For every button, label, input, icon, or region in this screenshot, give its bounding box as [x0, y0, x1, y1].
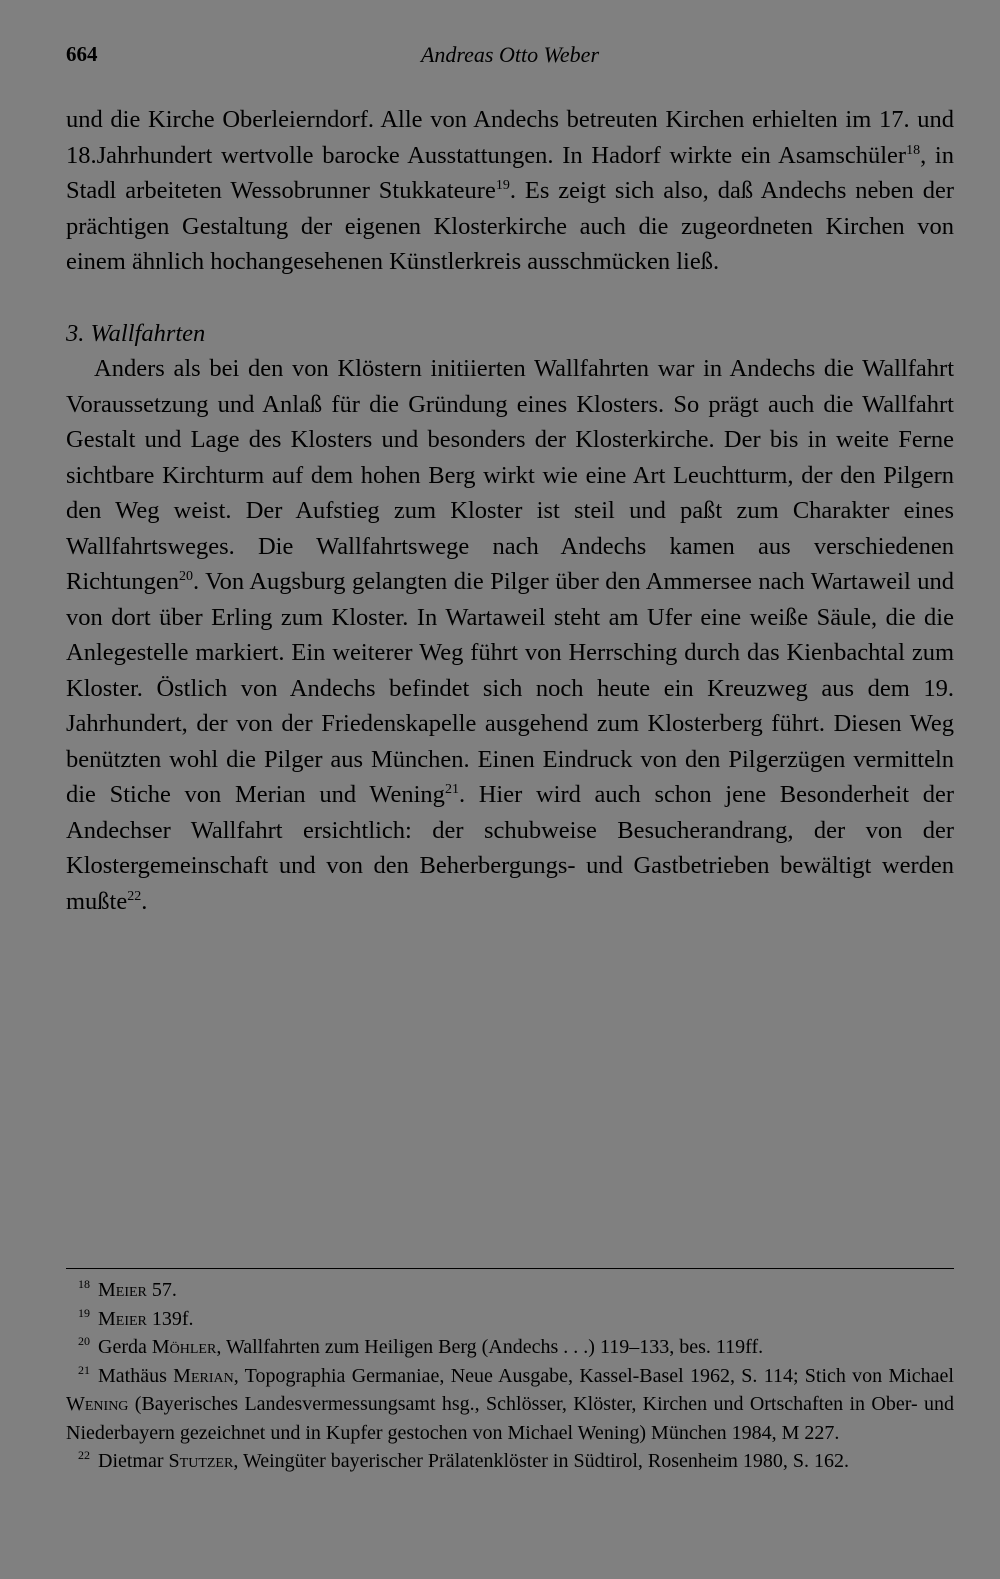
paragraph-wallfahrten: [66, 351, 954, 919]
footnote-number: 20: [78, 1334, 90, 1349]
footnote-divider: [66, 1268, 954, 1269]
footnote-18: [66, 1276, 954, 1305]
footnote-text: (Bayerisches Landesvermessungsamt hsg., Schlösser, Klöster, Kirchen und Ortschaften in Ober- und Niederbayern gezeichnet und in Kupfer gestochen von Michael Wening) München 1984, M 227.: [66, 1393, 954, 1444]
text-run: . Es zeigt sich also, daß Andechs neben der prächtigen Gestaltung der eigenen Klosterkirche auch die zugeordneten Kirchen von einem ähnlich hochangesehenen Künstlerkreis ausschmücken ließ.: [66, 177, 954, 275]
footnote-number: 19: [78, 1305, 90, 1320]
text-run: und die Kirche Oberleierndorf. Alle von Andechs betreuten Kirchen erhielten im 17. und 18.Jahrhundert wertvolle barocke Ausstattungen. In Hadorf wirkte ein Asamschüler: [66, 106, 954, 169]
footnote-text: Dietmar: [98, 1450, 169, 1472]
running-head: [66, 42, 954, 76]
footnote-number: 22: [78, 1448, 90, 1463]
section-heading: 3. Wallfahrten: [66, 319, 206, 347]
footnote-author: Möhler: [151, 1336, 217, 1358]
text-run: . Hier wird auch schon jene Besonderheit der Andechser Wallfahrt ersichtlich: der schubweise Besucherandrang, der von der Klostergemeinschaft und von den Beherbergungs- und Gastbetrieben bewältigt werden mußte: [66, 781, 954, 915]
footnote-author: Meier: [98, 1307, 147, 1330]
footnote-text: 57.: [146, 1279, 177, 1301]
footnote-ref-20: 20: [178, 568, 193, 584]
page-number: 664: [66, 42, 98, 66]
footnote-ref-22: 22: [127, 888, 142, 904]
text-run: .: [141, 887, 148, 915]
footnote-ref-21: 21: [444, 781, 459, 797]
footnotes: [66, 1276, 954, 1476]
text-run: . Von Augsburg gelangten die Pilger über den Ammersee nach Wartaweil und von dort über Erling zum Kloster. In Wartaweil steht am Ufer eine weiße Säule, die die Anlegestelle markiert. Ein weiterer Weg führt von Herrsching durch das Kienbachtal zum Kloster. Östlich von Andechs befindet sich noch heute ein Kreuzweg aus dem 19. Jahrhundert, der von der Friedenskapelle ausgehend zum Klosterberg führt. Diesen Weg benützten wohl die Pilger aus München. Einen Eindruck von den Pilgerzügen vermitteln die Stiche von Merian und Wening: [66, 568, 954, 808]
footnote-text: 139f.: [146, 1307, 194, 1330]
footnote-21: [66, 1362, 954, 1448]
footnote-author: Stutzer: [168, 1450, 234, 1472]
footnote-ref-18: 18: [906, 142, 921, 158]
footnote-text: , Weingüter bayerischer Prälatenklöster in Südtirol, Rosenheim 1980, S. 162.: [233, 1450, 850, 1472]
footnote-author: Merian: [173, 1364, 234, 1387]
running-title: Andreas Otto Weber: [420, 42, 600, 67]
footnote-19: [66, 1305, 954, 1334]
footnote-20: [66, 1333, 954, 1362]
text-run: Anders als bei den von Klöstern initiierten Wallfahrten war in Andechs die Wallfahrt Voraussetzung und Anlaß für die Gründung eines Klosters. So prägt auch die Wallfahrt Gestalt und Lage des Klosters und besonders der Klosterkirche. Der bis in weite Ferne sichtbare Kirchturm auf dem hohen Berg wirkt wie eine Art Leuchtturm, der den Pilgern den Weg weist. Der Aufstieg zum Kloster ist steil und paßt zum Charakter eines Wallfahrtsweges. Die Wallfahrtswege nach Andechs kamen aus verschiedenen Richtungen: [66, 355, 954, 595]
footnote-author: Meier: [98, 1279, 147, 1301]
footnote-number: 21: [78, 1362, 90, 1377]
footnote-text: , Topographia Germaniae, Neue Ausgabe, Kassel-Basel 1962, S. 114; Stich von Michael: [233, 1364, 954, 1387]
body-text: [66, 102, 954, 919]
footnote-text: Mathäus: [98, 1364, 174, 1387]
footnote-author: Wening: [66, 1393, 129, 1415]
footnote-text: , Wallfahrten zum Heiligen Berg (Andechs . . .) 119–133, bes. 119ff.: [216, 1336, 764, 1358]
text-run: , in Stadl arbeiteten Wessobrunner Stukkateure: [66, 141, 954, 204]
paragraph-continuation: [66, 102, 954, 280]
footnote-22: [66, 1447, 954, 1476]
footnote-ref-19: 19: [495, 177, 510, 193]
footnote-text: Gerda: [98, 1336, 152, 1358]
footnote-number: 18: [78, 1277, 90, 1292]
